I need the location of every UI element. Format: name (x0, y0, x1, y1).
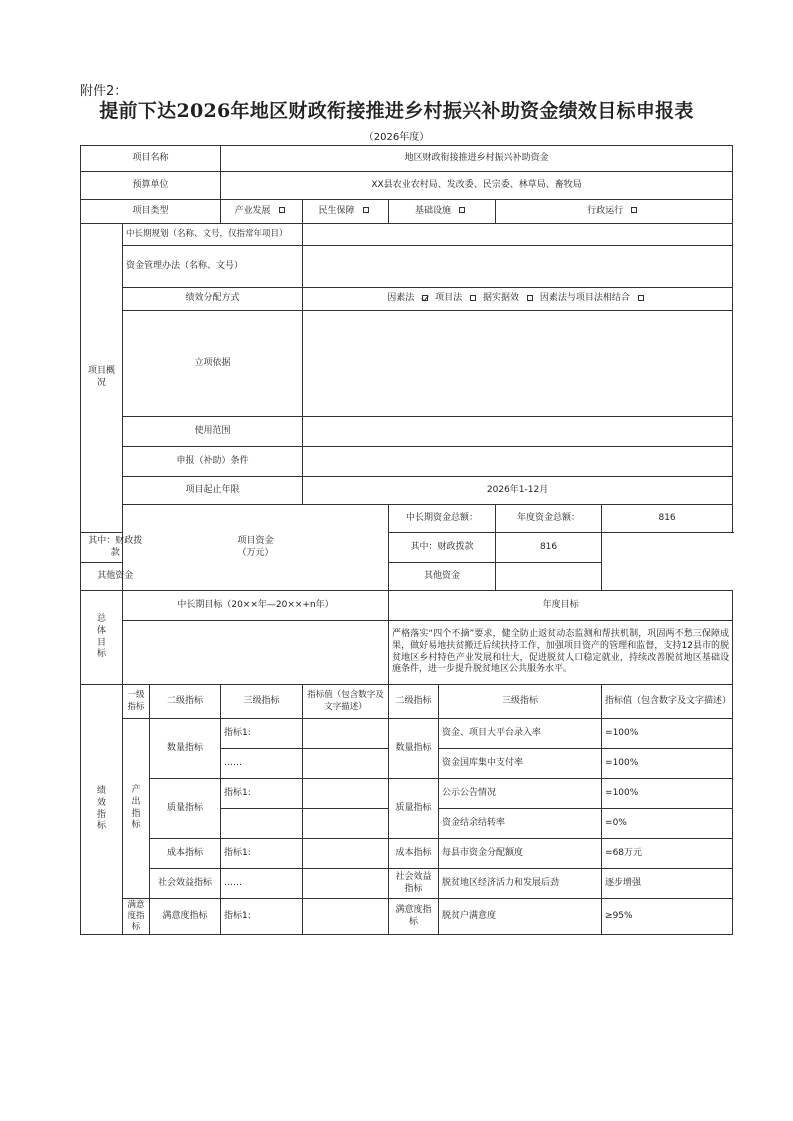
row-period (81, 477, 733, 505)
item-name: 脱贫户满意度 (439, 899, 602, 935)
annual-other-value[interactable] (496, 563, 602, 591)
period-value: 2026年1-12月 (303, 477, 733, 505)
indicators-section-label: 绩效指标 (81, 685, 123, 935)
checkbox-checked-icon[interactable] (422, 295, 428, 301)
level3-header-right: 三级指标 (439, 685, 602, 719)
allocation-factor-label: 因素法 (387, 293, 415, 304)
row-use-scope (81, 417, 733, 447)
satisfaction-indicator-label: 满意度指标 (123, 899, 150, 935)
right-cost-label: 成本指标 (389, 839, 439, 869)
goals-section-label: 总体目标 (81, 591, 123, 685)
item-name: 资金、项目大平台录入率 (439, 719, 602, 749)
indicator-value-cell[interactable] (303, 779, 389, 809)
conditions-label: 申报（补助）条件 (123, 447, 303, 477)
allocation-combined-label: 因素法与项目法相结合 (539, 293, 630, 304)
row-indicator-header (81, 685, 733, 719)
annual-total-label: 年度资金总额： (496, 505, 602, 533)
indicator-value-cell[interactable] (303, 749, 389, 779)
row-project-name (81, 146, 733, 172)
attachment-label: 附件2： (80, 84, 128, 99)
allocation-options (303, 288, 733, 311)
row-allocation (81, 288, 733, 311)
allocation-label: 绩效分配方式 (123, 288, 303, 311)
level2-header-right: 二级指标 (389, 685, 439, 719)
annual-fiscal-value: 816 (496, 533, 602, 563)
budget-unit-label: 预算单位 (81, 172, 221, 200)
item-value: =0% (602, 809, 733, 839)
checkbox-icon[interactable] (470, 295, 476, 301)
ellipsis-label: …… (221, 869, 303, 899)
indicator1-label: 指标1: (221, 899, 303, 935)
project-basis-label: 立项依据 (123, 311, 303, 417)
lt-total-label: 中长期资金总额： (389, 505, 496, 533)
item-value: =100% (602, 719, 733, 749)
checkbox-icon[interactable] (527, 295, 533, 301)
use-scope-value[interactable] (303, 417, 733, 447)
table-row (81, 899, 733, 935)
table-row (81, 869, 733, 899)
checkbox-icon[interactable] (279, 207, 285, 213)
right-quantity-label: 数量指标 (389, 719, 439, 779)
funds-section-label: 项目资金 （万元） (123, 505, 389, 591)
type-livelihood-label: 民生保障 (318, 205, 355, 216)
row-conditions (81, 447, 733, 477)
quality-indicator-label: 质量指标 (150, 779, 221, 839)
overview-section-label: 项目概况 (81, 224, 123, 533)
performance-target-table (80, 145, 733, 935)
indicator1-label: 指标1: (221, 779, 303, 809)
lt-goal-value[interactable] (123, 621, 389, 685)
right-quality-label: 质量指标 (389, 779, 439, 839)
row-fund-total (81, 505, 733, 533)
use-scope-label: 使用范围 (123, 417, 303, 447)
project-basis-value[interactable] (303, 311, 733, 417)
type-infrastructure[interactable] (389, 200, 496, 224)
type-infrastructure-label: 基础设施 (415, 205, 452, 216)
social-indicator-label: 社会效益指标 (150, 869, 221, 899)
annual-total-value: 816 (602, 505, 733, 533)
indicator-value-cell[interactable] (303, 869, 389, 899)
item-name: 资金国库集中支付率 (439, 749, 602, 779)
row-project-basis (81, 311, 733, 417)
annual-goal-text: 严格落实“四个不摘”要求，健全防止返贫动态监测和帮扶机制，巩固两不愁三保障成果，做好易地扶贫搬迁后续扶持工作，加强项目资产的管理和监督，支持12县市的脱贫地区乡村特色产业发展和壮大，促进脱贫人口稳定就业，持续改善脱贫地区基础设施条件，进一步提升脱贫地区公共服务水平。 (389, 621, 733, 685)
item-value: =100% (602, 749, 733, 779)
right-social-label: 社会效益指标 (389, 869, 439, 899)
budget-unit-value: XX县农业农村局、发改委、民宗委、林草局、畜牧局 (221, 172, 733, 200)
lt-goal-header: 中长期目标（20××年—20××+n年） (123, 591, 389, 621)
level2-header: 二级指标 (150, 685, 221, 719)
checkbox-icon[interactable] (363, 207, 369, 213)
item-value: =100% (602, 779, 733, 809)
ellipsis-label: …… (221, 749, 303, 779)
output-indicator-label: 产出指标 (123, 719, 150, 899)
indicator-value-cell[interactable] (303, 809, 389, 839)
item-name: 资金结余结转率 (439, 809, 602, 839)
annual-goal-header: 年度目标 (389, 591, 733, 621)
type-administration[interactable] (496, 200, 733, 224)
table-row (81, 779, 733, 809)
row-goals-header (81, 591, 733, 621)
value-header-right: 指标值（包含数字及文字描述） (602, 685, 733, 719)
indicator-value-cell[interactable] (303, 839, 389, 869)
row-goals-content (81, 621, 733, 685)
type-livelihood[interactable] (303, 200, 389, 224)
item-name: 公示公告情况 (439, 779, 602, 809)
lt-other-label: 其他资金 (81, 563, 150, 591)
project-name-label: 项目名称 (81, 146, 221, 172)
indicator-value-cell[interactable] (303, 719, 389, 749)
annual-fiscal-label: 其中：财政拨款 (389, 533, 496, 563)
checkbox-icon[interactable] (459, 207, 465, 213)
quantity-indicator-label: 数量指标 (150, 719, 221, 779)
satisfaction-l2-label: 满意度指标 (150, 899, 221, 935)
allocation-project-label: 项目法 (435, 293, 463, 304)
page-title: 提前下达2026年地区财政衔接推进乡村振兴补助资金绩效目标申报表 (99, 100, 694, 122)
level1-header: 一级指标 (123, 685, 150, 719)
fund-management-value[interactable] (303, 246, 733, 288)
item-name: 脱贫地区经济活力和发展后劲 (439, 869, 602, 899)
period-label: 项目起止年限 (123, 477, 303, 505)
cost-indicator-label: 成本指标 (150, 839, 221, 869)
indicator-name-cell[interactable] (221, 809, 303, 839)
item-value: ≥95% (602, 899, 733, 935)
lt-fiscal-label: 其中：财政拨款 (81, 533, 150, 563)
type-industry-label: 产业发展 (234, 205, 271, 216)
table-row (81, 839, 733, 869)
item-name: 每县市资金分配额度 (439, 839, 602, 869)
conditions-value[interactable] (303, 447, 733, 477)
checkbox-icon[interactable] (638, 295, 644, 301)
annual-other-label: 其他资金 (389, 563, 496, 591)
table-row (81, 719, 733, 749)
indicator-value-cell[interactable] (303, 899, 389, 935)
indicator1-label: 指标1: (221, 839, 303, 869)
long-term-plan-value[interactable] (303, 224, 733, 246)
item-value: 逐步增强 (602, 869, 733, 899)
right-satisfaction-label: 满意度指标 (389, 899, 439, 935)
long-term-plan-label: 中长期规划（名称、文号，仅指常年项目） (123, 224, 303, 246)
item-value: =68万元 (602, 839, 733, 869)
fund-management-label: 资金管理办法（名称、文号） (123, 246, 303, 288)
type-industry[interactable] (221, 200, 303, 224)
row-fund-management (81, 246, 733, 288)
row-long-term-plan (81, 224, 733, 246)
type-administration-label: 行政运行 (587, 205, 624, 216)
row-project-type (81, 200, 733, 224)
checkbox-icon[interactable] (631, 207, 637, 213)
year-label: （2026年度） (363, 132, 430, 143)
level3-header: 三级指标 (221, 685, 303, 719)
row-budget-unit (81, 172, 733, 200)
allocation-actual-label: 据实据效 (483, 293, 520, 304)
project-type-label: 项目类型 (81, 200, 221, 224)
project-name-value: 地区财政衔接推进乡村振兴补助资金 (221, 146, 733, 172)
value-header-left: 指标值（包含数字及文字描述） (303, 685, 389, 719)
indicator1-label: 指标1: (221, 719, 303, 749)
